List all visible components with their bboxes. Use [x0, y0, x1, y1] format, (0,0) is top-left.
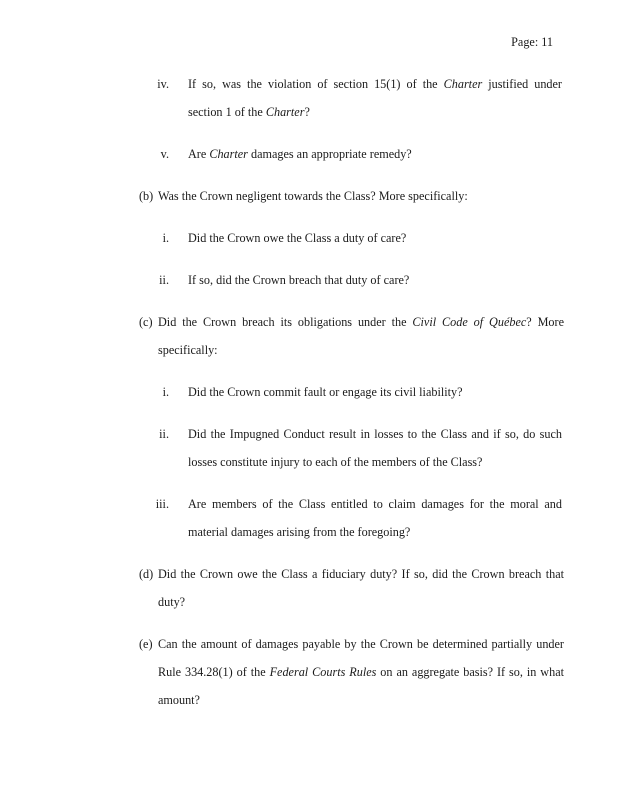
text-segment: Civil Code of Québec — [412, 315, 527, 329]
item-marker: i. — [162, 385, 169, 399]
text-segment: Rule 334.28(1) of the — [158, 665, 270, 679]
item-marker: iv. — [157, 77, 169, 91]
item-marker: (c) — [139, 315, 153, 329]
text-segment: Are members of the Class entitled to claim damages for the moral and — [188, 497, 562, 511]
text-segment: Charter — [209, 147, 248, 161]
item-marker: ii. — [159, 273, 169, 287]
list-item — [0, 70, 623, 126]
text-segment: Are — [188, 147, 210, 161]
text-line — [158, 686, 564, 714]
text-segment: on an aggregate basis? If so, in what — [376, 665, 564, 679]
text-line — [188, 490, 562, 518]
questions-list — [0, 70, 623, 714]
list-item — [0, 630, 623, 714]
item-text — [188, 378, 562, 406]
text-segment: justified under — [482, 77, 562, 91]
text-segment: specifically: — [158, 343, 218, 357]
list-item — [0, 266, 623, 294]
item-marker: (b) — [139, 189, 154, 203]
text-segment: damages an appropriate remedy? — [247, 147, 412, 161]
page-number-label: Page: 11 — [511, 35, 553, 49]
text-line — [188, 70, 562, 98]
text-line — [188, 378, 562, 406]
text-segment: ? More — [526, 315, 564, 329]
list-item — [0, 560, 623, 616]
text-segment: Charter — [265, 105, 305, 119]
item-text — [158, 560, 564, 616]
text-line — [188, 518, 562, 546]
text-line — [188, 266, 562, 294]
text-line — [188, 420, 562, 448]
text-segment: duty? — [158, 595, 186, 609]
text-line — [158, 336, 564, 364]
text-segment: Did the Impugned Conduct result in losses to the Class and if so, do such — [188, 427, 562, 441]
text-line — [188, 448, 562, 476]
list-item — [0, 308, 623, 364]
list-item — [0, 490, 623, 546]
text-segment: If so, was the violation of section 15(1) of the — [188, 77, 444, 91]
list-item — [0, 224, 623, 252]
text-line — [188, 224, 562, 252]
text-line — [158, 308, 564, 336]
text-segment: Can the amount of damages payable by the Crown be determined partially under — [158, 637, 564, 651]
text-segment: Did the Crown owe the Class a duty of care? — [188, 231, 407, 245]
item-text — [188, 140, 562, 168]
list-item — [0, 140, 623, 168]
item-text — [158, 308, 564, 364]
text-line — [158, 182, 564, 210]
item-marker: iii. — [155, 497, 169, 511]
item-marker: i. — [162, 231, 169, 245]
item-text — [188, 490, 562, 546]
text-segment: Was the Crown negligent towards the Class? More specifically: — [158, 189, 468, 203]
item-text — [158, 630, 564, 714]
list-item — [0, 182, 623, 210]
list-item — [0, 378, 623, 406]
item-text — [158, 182, 564, 210]
item-marker: ii. — [159, 427, 169, 441]
item-text — [188, 420, 562, 476]
text-segment: ? — [304, 105, 310, 119]
text-segment: losses constitute injury to each of the members of the Class? — [188, 455, 483, 469]
text-line — [188, 140, 562, 168]
text-segment: If so, did the Crown breach that duty of care? — [188, 273, 410, 287]
list-item — [0, 420, 623, 476]
item-text — [188, 224, 562, 252]
item-text — [188, 70, 562, 126]
text-line — [158, 630, 564, 658]
text-line — [188, 98, 562, 126]
item-marker: v. — [160, 147, 169, 161]
item-marker: (e) — [139, 637, 153, 651]
text-segment: Did the Crown breach its obligations under the — [158, 315, 413, 329]
page-header — [0, 28, 553, 56]
text-segment: section 1 of the — [188, 105, 266, 119]
text-segment: amount? — [158, 693, 200, 707]
text-segment: Did the Crown owe the Class a fiduciary duty? If so, did the Crown breach that — [158, 567, 564, 581]
text-line — [158, 588, 564, 616]
text-line — [158, 658, 564, 686]
text-segment: Charter — [443, 77, 483, 91]
text-segment: material damages arising from the foregoing? — [188, 525, 411, 539]
text-segment: Did the Crown commit fault or engage its civil liability? — [188, 385, 463, 399]
item-marker: (d) — [139, 567, 154, 581]
item-text — [188, 266, 562, 294]
text-segment: Federal Courts Rules — [269, 665, 377, 679]
text-line — [158, 560, 564, 588]
